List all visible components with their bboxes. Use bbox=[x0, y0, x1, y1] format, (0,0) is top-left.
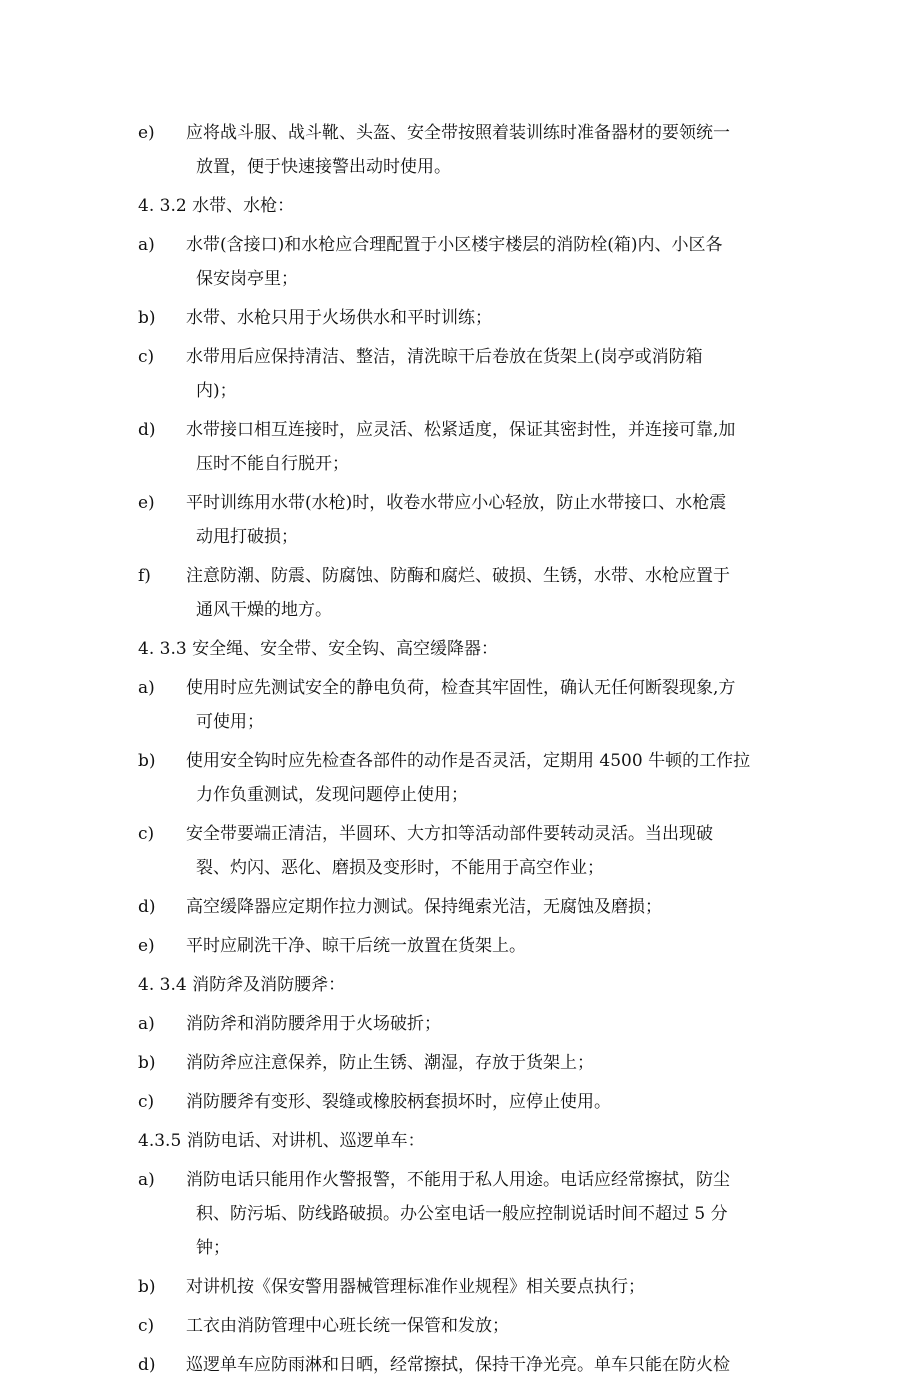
list-item-text: 消防斧和消防腰斧用于火场破折； bbox=[186, 1014, 441, 1034]
list-item-text: 消防斧应注意保养，防止生锈、潮湿，存放于货架上； bbox=[186, 1053, 594, 1073]
list-item-text: 平时训练用水带(水枪)时，收卷水带应小心轻放，防止水带接口、水枪震 bbox=[186, 493, 727, 513]
list-item-label: c) bbox=[138, 347, 155, 367]
list-item-text: 消防电话只能用作火警报警，不能用于私人用途。电话应经常擦拭，防尘 bbox=[186, 1170, 730, 1190]
list-item-text: 力作负重测试，发现问题停止使用； bbox=[196, 785, 468, 805]
list-item-text: 使用时应先测试安全的静电负荷，检查其牢固性，确认无任何断裂现象,方 bbox=[186, 678, 736, 698]
list-item-text: 裂、灼闪、恶化、磨损及变形时，不能用于高空作业； bbox=[196, 858, 604, 878]
list-item-label: b) bbox=[138, 751, 156, 771]
list-item-label: b) bbox=[138, 1277, 156, 1297]
section-heading-text: 4.3.5 消防电话、对讲机、巡逻单车： bbox=[138, 1131, 425, 1151]
list-item-text: 工衣由消防管理中心班长统一保管和发放； bbox=[186, 1316, 509, 1336]
list-item-text: 应将战斗服、战斗靴、头盔、安全带按照着装训练时准备器材的要领统一 bbox=[186, 123, 730, 143]
list-item-text: 可使用； bbox=[196, 712, 264, 732]
list-item-text: 水带接口相互连接时，应灵活、松紧适度，保证其密封性，并连接可靠,加 bbox=[186, 420, 736, 440]
list-item-label: e) bbox=[138, 123, 155, 143]
list-item-text: 压时不能自行脱开； bbox=[196, 454, 349, 474]
list-item-label: c) bbox=[138, 1316, 155, 1336]
list-item-text: 保安岗亭里； bbox=[196, 269, 298, 289]
list-item-text: 平时应刷洗干净、晾干后统一放置在货架上。 bbox=[186, 936, 526, 956]
list-item-text: 动甩打破损； bbox=[196, 527, 298, 547]
list-item-text: 钟； bbox=[196, 1238, 230, 1258]
list-item-label: a) bbox=[138, 1014, 155, 1034]
list-item-label: b) bbox=[138, 1053, 156, 1073]
list-item-text: 积、防污垢、防线路破损。办公室电话一般应控制说话时间不超过 5 分 bbox=[196, 1204, 728, 1224]
list-item-label: d) bbox=[138, 420, 156, 440]
list-item-label: d) bbox=[138, 897, 156, 917]
section-heading-text: 4. 3.3 安全绳、安全带、安全钩、高空缓降器： bbox=[138, 639, 499, 659]
list-item-label: c) bbox=[138, 824, 155, 844]
list-item-text: 消防腰斧有变形、裂缝或橡胶柄套损坏时，应停止使用。 bbox=[186, 1092, 611, 1112]
list-item-text: 巡逻单车应防雨淋和日晒，经常擦拭，保持干净光亮。单车只能在防火检 bbox=[186, 1355, 730, 1375]
section-heading-text: 4. 3.2 水带、水枪： bbox=[138, 196, 295, 216]
list-item-label: a) bbox=[138, 1170, 155, 1190]
list-item-label: c) bbox=[138, 1092, 155, 1112]
list-item-label: b) bbox=[138, 308, 156, 328]
list-item-text: 安全带要端正清洁，半圆环、大方扣等活动部件要转动灵活。当出现破 bbox=[186, 824, 713, 844]
section-heading-text: 4. 3.4 消防斧及消防腰斧： bbox=[138, 975, 346, 995]
list-item-label: d) bbox=[138, 1355, 156, 1375]
list-item-text: 水带用后应保持清洁、整洁，清洗晾干后卷放在货架上(岗亭或消防箱 bbox=[186, 347, 703, 367]
list-item-text: 水带、水枪只用于火场供水和平时训练； bbox=[186, 308, 492, 328]
list-item-label: a) bbox=[138, 235, 155, 255]
list-item-text: 水带(含接口)和水枪应合理配置于小区楼宇楼层的消防栓(箱)内、小区各 bbox=[186, 235, 723, 255]
list-item-text: 内)； bbox=[196, 381, 237, 401]
list-item-text: 对讲机按《保安警用器械管理标准作业规程》相关要点执行； bbox=[186, 1277, 645, 1297]
list-item-text: 高空缓降器应定期作拉力测试。保持绳索光洁，无腐蚀及磨损； bbox=[186, 897, 662, 917]
list-item-text: 通风干燥的地方。 bbox=[196, 600, 332, 620]
list-item-label: f) bbox=[138, 566, 151, 586]
list-item-label: a) bbox=[138, 678, 155, 698]
list-item-label: e) bbox=[138, 936, 155, 956]
list-item-text: 注意防潮、防震、防腐蚀、防酶和腐烂、破损、生锈，水带、水枪应置于 bbox=[186, 566, 730, 586]
list-item-text: 使用安全钩时应先检查各部件的动作是否灵活，定期用 4500 牛顿的工作拉 bbox=[186, 751, 751, 771]
list-item-text: 放置，便于快速接警出动时使用。 bbox=[196, 157, 451, 177]
list-item-label: e) bbox=[138, 493, 155, 513]
